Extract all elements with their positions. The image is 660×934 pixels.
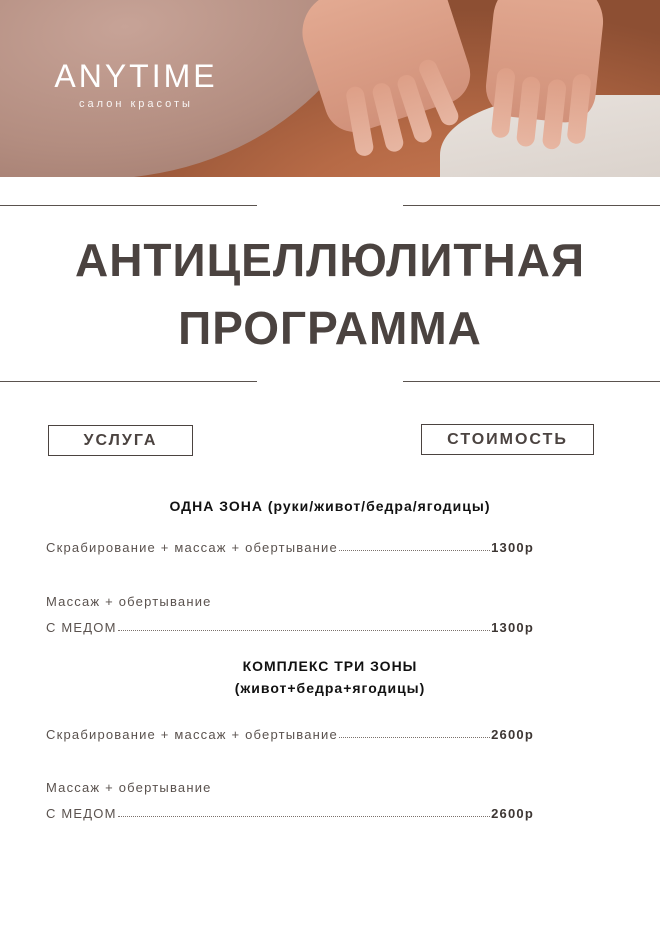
list-item	[46, 727, 534, 742]
dot-leader	[118, 816, 490, 817]
section-one-zone-title: ОДНА ЗОНА (руки/живот/бедра/ягодицы)	[169, 498, 491, 514]
right-hand-shape	[483, 0, 607, 125]
divider-bottom-right	[403, 381, 660, 382]
item-label: Скрабирование + массаж + обертывание	[46, 727, 338, 742]
hero-photo	[0, 0, 660, 177]
list-item	[46, 540, 534, 555]
item-label: Скрабирование + массаж + обертывание	[46, 540, 338, 555]
dot-leader	[118, 630, 490, 631]
list-item	[46, 806, 534, 821]
divider-bottom-left	[0, 381, 257, 382]
brand-tagline: салон красоты	[79, 98, 193, 110]
section-three-zones-subtitle: (живот+бедра+ягодицы)	[234, 680, 426, 696]
divider-top-left	[0, 205, 257, 206]
item-price: 2600р	[491, 806, 534, 821]
list-item	[46, 620, 534, 635]
left-hand-shape	[292, 0, 478, 140]
page-title-line1: АНТИЦЕЛЛЮЛИТНАЯ	[74, 234, 586, 286]
dot-leader	[339, 550, 490, 551]
brand-name: ANYTIME	[54, 58, 218, 94]
service-header: УСЛУГА	[48, 425, 193, 456]
item-price: 1300р	[491, 620, 534, 635]
brand-logo	[46, 58, 226, 110]
item-label: С МЕДОМ	[46, 620, 117, 635]
price-header: СТОИМОСТЬ	[421, 424, 594, 455]
item-label-top: Массаж + обертывание	[46, 780, 212, 795]
item-price: 2600р	[491, 727, 534, 742]
item-price: 1300р	[491, 540, 534, 555]
dot-leader	[339, 737, 490, 738]
item-label: С МЕДОМ	[46, 806, 117, 821]
section-three-zones-title: КОМПЛЕКС ТРИ ЗОНЫ	[242, 658, 418, 674]
page-title-line2: ПРОГРАММА	[178, 302, 482, 354]
divider-top-right	[403, 205, 660, 206]
item-label-top: Массаж + обертывание	[46, 594, 212, 609]
